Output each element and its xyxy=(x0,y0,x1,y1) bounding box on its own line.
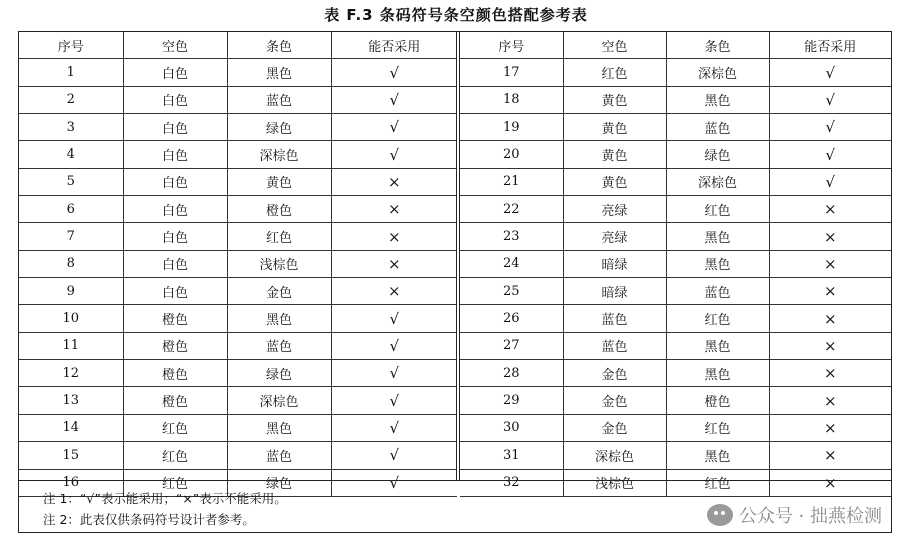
table-row xyxy=(19,114,457,141)
table-row xyxy=(19,86,457,113)
cell-index: 31 xyxy=(460,442,563,469)
cell-space-color: 金色 xyxy=(563,387,666,414)
table-row xyxy=(19,360,457,387)
table-row xyxy=(460,168,891,195)
cell-bar-color: 绿色 xyxy=(666,141,769,168)
cell-bar-color: 黑色 xyxy=(227,59,331,86)
cell-index: 18 xyxy=(460,86,563,113)
header-index: 序号 xyxy=(19,32,123,59)
cell-index: 1 xyxy=(19,59,123,86)
cell-bar-color: 红色 xyxy=(666,414,769,441)
header-bar-color: 条色 xyxy=(666,32,769,59)
cell-bar-color: 蓝色 xyxy=(666,278,769,305)
table-row xyxy=(460,305,891,332)
header-space-color: 空色 xyxy=(563,32,666,59)
cell-bar-color: 绿色 xyxy=(227,114,331,141)
cell-space-color: 白色 xyxy=(123,141,227,168)
cell-usable: × xyxy=(769,387,891,414)
cell-bar-color: 黑色 xyxy=(666,332,769,359)
cell-index: 7 xyxy=(19,223,123,250)
cell-index: 8 xyxy=(19,250,123,277)
cell-bar-color: 蓝色 xyxy=(666,114,769,141)
cell-index: 12 xyxy=(19,360,123,387)
cell-bar-color: 黑色 xyxy=(666,86,769,113)
cell-space-color: 黄色 xyxy=(563,114,666,141)
cell-space-color: 白色 xyxy=(123,168,227,195)
cell-usable: √ xyxy=(331,360,457,387)
cell-usable: √ xyxy=(331,114,457,141)
cell-usable: √ xyxy=(331,86,457,113)
cell-usable: √ xyxy=(331,387,457,414)
header-row xyxy=(460,32,891,59)
cell-bar-color: 橙色 xyxy=(227,196,331,223)
cell-space-color: 橙色 xyxy=(123,332,227,359)
cell-bar-color: 蓝色 xyxy=(227,86,331,113)
watermark xyxy=(707,502,882,528)
cell-usable: × xyxy=(769,414,891,441)
cell-bar-color: 绿色 xyxy=(227,360,331,387)
cell-usable: √ xyxy=(331,332,457,359)
table-row xyxy=(460,86,891,113)
cell-usable: × xyxy=(331,168,457,195)
cell-bar-color: 深棕色 xyxy=(227,141,331,168)
cell-usable: √ xyxy=(331,469,457,496)
cell-space-color: 红色 xyxy=(123,442,227,469)
cell-index: 13 xyxy=(19,387,123,414)
header-usable: 能否采用 xyxy=(331,32,457,59)
header-index: 序号 xyxy=(460,32,563,59)
cell-space-color: 白色 xyxy=(123,223,227,250)
cell-space-color: 金色 xyxy=(563,414,666,441)
cell-usable: √ xyxy=(769,114,891,141)
cell-bar-color: 浅棕色 xyxy=(227,250,331,277)
cell-bar-color: 黑色 xyxy=(227,414,331,441)
cell-index: 4 xyxy=(19,141,123,168)
cell-space-color: 白色 xyxy=(123,59,227,86)
cell-usable: √ xyxy=(331,305,457,332)
cell-bar-color: 红色 xyxy=(227,223,331,250)
cell-space-color: 黄色 xyxy=(563,141,666,168)
cell-bar-color: 绿色 xyxy=(227,469,331,496)
cell-space-color: 橙色 xyxy=(123,360,227,387)
table-row xyxy=(19,168,457,195)
cell-bar-color: 红色 xyxy=(666,305,769,332)
cell-space-color: 金色 xyxy=(563,360,666,387)
cell-usable: √ xyxy=(331,141,457,168)
cell-usable: × xyxy=(769,469,891,496)
table-row xyxy=(460,141,891,168)
cell-space-color: 白色 xyxy=(123,250,227,277)
cell-bar-color: 深棕色 xyxy=(227,387,331,414)
cell-bar-color: 蓝色 xyxy=(227,442,331,469)
table-row xyxy=(19,278,457,305)
table-row xyxy=(19,332,457,359)
cell-bar-color: 红色 xyxy=(666,196,769,223)
cell-usable: √ xyxy=(769,168,891,195)
cell-bar-color: 红色 xyxy=(666,469,769,496)
table-left-body xyxy=(19,59,457,497)
table-right-body xyxy=(460,59,891,497)
cell-index: 14 xyxy=(19,414,123,441)
cell-usable: √ xyxy=(331,414,457,441)
cell-index: 29 xyxy=(460,387,563,414)
cell-space-color: 暗绿 xyxy=(563,250,666,277)
table-row xyxy=(460,360,891,387)
cell-index: 17 xyxy=(460,59,563,86)
cell-index: 15 xyxy=(19,442,123,469)
cell-space-color: 浅棕色 xyxy=(563,469,666,496)
cell-usable: × xyxy=(331,223,457,250)
cell-usable: √ xyxy=(769,141,891,168)
cell-space-color: 黄色 xyxy=(563,168,666,195)
cell-space-color: 亮绿 xyxy=(563,223,666,250)
cell-usable: × xyxy=(769,196,891,223)
table-row xyxy=(19,305,457,332)
table-right-half xyxy=(460,32,891,497)
cell-index: 11 xyxy=(19,332,123,359)
table-row xyxy=(19,141,457,168)
cell-space-color: 红色 xyxy=(123,469,227,496)
cell-usable: × xyxy=(331,250,457,277)
table-row xyxy=(19,59,457,86)
watermark-text: 公众号 · 拙燕检测 xyxy=(738,506,882,527)
header-usable: 能否采用 xyxy=(769,32,891,59)
table-row xyxy=(460,223,891,250)
cell-index: 6 xyxy=(19,196,123,223)
cell-usable: √ xyxy=(331,59,457,86)
table-row xyxy=(19,250,457,277)
wechat-icon xyxy=(707,504,733,526)
cell-index: 22 xyxy=(460,196,563,223)
table-row xyxy=(460,414,891,441)
table-row xyxy=(19,442,457,469)
cell-index: 9 xyxy=(19,278,123,305)
table-row xyxy=(460,442,891,469)
cell-bar-color: 橙色 xyxy=(666,387,769,414)
header-bar-color: 条色 xyxy=(227,32,331,59)
cell-bar-color: 黑色 xyxy=(666,250,769,277)
table-row xyxy=(460,332,891,359)
cell-index: 16 xyxy=(19,469,123,496)
cell-bar-color: 深棕色 xyxy=(666,59,769,86)
cell-bar-color: 蓝色 xyxy=(227,332,331,359)
cell-index: 2 xyxy=(19,86,123,113)
table-row xyxy=(460,387,891,414)
cell-usable: × xyxy=(769,442,891,469)
cell-index: 5 xyxy=(19,168,123,195)
table-right xyxy=(460,32,891,497)
cell-index: 19 xyxy=(460,114,563,141)
cell-usable: × xyxy=(769,305,891,332)
cell-space-color: 亮绿 xyxy=(563,196,666,223)
cell-usable: √ xyxy=(331,442,457,469)
header-space-color: 空色 xyxy=(123,32,227,59)
cell-index: 28 xyxy=(460,360,563,387)
cell-index: 24 xyxy=(460,250,563,277)
cell-bar-color: 黑色 xyxy=(666,442,769,469)
cell-space-color: 橙色 xyxy=(123,387,227,414)
cell-bar-color: 深棕色 xyxy=(666,168,769,195)
cell-bar-color: 黑色 xyxy=(227,305,331,332)
table-row xyxy=(460,196,891,223)
cell-index: 20 xyxy=(460,141,563,168)
cell-usable: √ xyxy=(769,59,891,86)
cell-usable: × xyxy=(331,196,457,223)
cell-index: 21 xyxy=(460,168,563,195)
cell-bar-color: 金色 xyxy=(227,278,331,305)
cell-space-color: 黄色 xyxy=(563,86,666,113)
cell-index: 27 xyxy=(460,332,563,359)
cell-bar-color: 黄色 xyxy=(227,168,331,195)
cell-index: 23 xyxy=(460,223,563,250)
table-row xyxy=(460,114,891,141)
table-row xyxy=(460,278,891,305)
cell-usable: × xyxy=(769,332,891,359)
cell-space-color: 深棕色 xyxy=(563,442,666,469)
cell-bar-color: 黑色 xyxy=(666,360,769,387)
cell-space-color: 橙色 xyxy=(123,305,227,332)
header-row xyxy=(19,32,457,59)
cell-index: 30 xyxy=(460,414,563,441)
cell-index: 3 xyxy=(19,114,123,141)
cell-space-color: 白色 xyxy=(123,114,227,141)
cell-index: 26 xyxy=(460,305,563,332)
table-row xyxy=(460,250,891,277)
table-row xyxy=(19,223,457,250)
cell-usable: × xyxy=(769,223,891,250)
cell-usable: × xyxy=(769,250,891,277)
cell-usable: √ xyxy=(769,86,891,113)
cell-usable: × xyxy=(769,360,891,387)
note-1: 注 1：“√”表示能采用；“×”表示不能采用。 xyxy=(43,491,287,506)
cell-space-color: 白色 xyxy=(123,196,227,223)
note-2: 注 2：此表仅供条码符号设计者参考。 xyxy=(43,512,255,527)
cell-index: 10 xyxy=(19,305,123,332)
table-row xyxy=(19,196,457,223)
table-left-half xyxy=(19,32,457,497)
cell-usable: × xyxy=(769,278,891,305)
table-row xyxy=(19,414,457,441)
table-row xyxy=(19,387,457,414)
cell-space-color: 白色 xyxy=(123,86,227,113)
reference-table xyxy=(18,31,892,533)
table-title: 表 F.3 条码符号条空颜色搭配参考表 xyxy=(324,6,588,24)
cell-space-color: 蓝色 xyxy=(563,305,666,332)
cell-space-color: 红色 xyxy=(123,414,227,441)
cell-index: 25 xyxy=(460,278,563,305)
cell-space-color: 红色 xyxy=(563,59,666,86)
cell-usable: × xyxy=(331,278,457,305)
cell-bar-color: 黑色 xyxy=(666,223,769,250)
table-row xyxy=(460,59,891,86)
cell-space-color: 白色 xyxy=(123,278,227,305)
cell-space-color: 暗绿 xyxy=(563,278,666,305)
table-left xyxy=(19,32,457,497)
cell-space-color: 蓝色 xyxy=(563,332,666,359)
cell-index: 32 xyxy=(460,469,563,496)
